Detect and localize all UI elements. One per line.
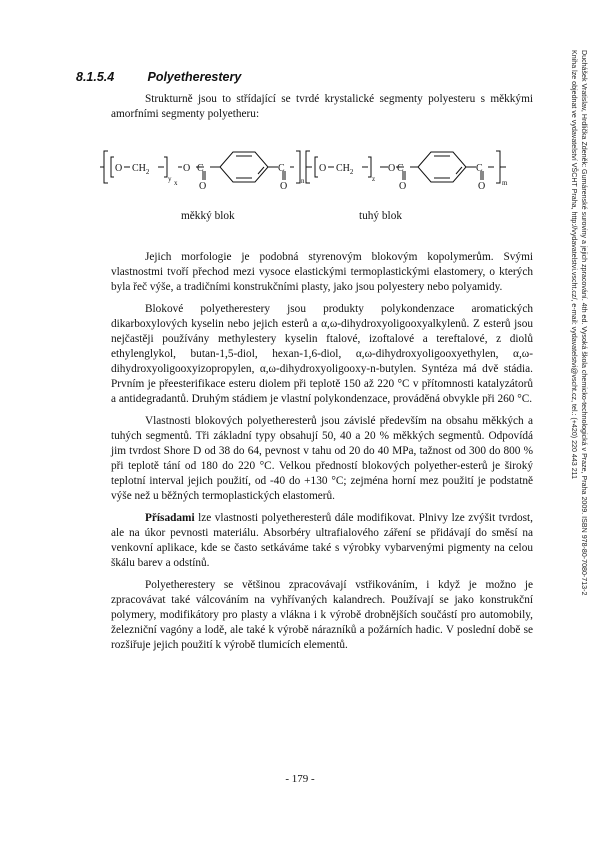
page-number: - 179 - bbox=[285, 773, 315, 785]
sidebar-citation bbox=[560, 50, 590, 670]
paragraph-morphology: Jejich morfologie je podobná styrenovým blokovým kopolymerům. Svými vlastnostmi tvoří přechod mezi vysoce elastickými termoplastickými elastomery, o kterých byla řeč výše, a tradičními konstrukčními plasty, jako jsou polyestery nebo polyamidy. bbox=[111, 251, 533, 293]
formula-ch2-1: $CH_2$ bbox=[132, 163, 150, 176]
formula-o8: O bbox=[478, 181, 486, 192]
structural-formula bbox=[100, 143, 540, 213]
formula-o3: O bbox=[199, 181, 207, 192]
formula-c1: C bbox=[197, 163, 204, 174]
formula-o1: O bbox=[115, 163, 123, 174]
paragraph-synthesis: Blokové polyetherestery jsou produkty polykondenzace aromatických dikarboxylových kyselin nebo jejich esterů a α,ω-dihydroxyoligooxyalkylenů. Z esterů jsou nejčastěji používány methylestery kyselin ftalové, izoftalové a tereftalové, z diolů ethylenglykol, butan-1,5-diol, hexan-1,6-diol, α,ω-dihydroxyoligooxyethylen, α,ω-dihydroxyoligooxyizopropylen, α,ω-dihydroxyoligooxy-n-butylen. Syntéza má dvě stádia. Prvním je přeesterifikace esteru diolem při teplotě 150 až 220 °C v přítomnosti katalyzátorů a antidegradantů. Druhým stádiem je vlastní polykondenzace, prováděná obvykle při 260 °C. bbox=[111, 303, 533, 405]
section-number: 8.1.5.4 bbox=[76, 70, 115, 84]
formula-c4: C bbox=[476, 163, 483, 174]
additives-bold-term: Přísadami bbox=[145, 512, 195, 524]
paragraph-properties: Vlastnosti blokových polyetheresterů jsou závislé především na obsahu měkkých a tuhých segmentů. Tři základní typy obsahují 50, 40 a 20 % měkkých segmentů. Odpovídá jim tvrdost Shore D od 38 do 64, pevnost v tahu od 20 do 40 MPa, tažnost od 300 do 800 % při teplotě tání od 180 do 220 °C. Velkou předností blokových polyether-esterů je široký teplotní interval jejich použití, od -40 do +130 °C; zejména horní mez použití je podstatně výše než u běžných termoplastických elastomerů. bbox=[111, 415, 533, 502]
formula-n: n bbox=[301, 177, 305, 185]
formula-z: z bbox=[372, 175, 376, 183]
paragraph-processing: Polyetherestery se většinou zpracovávají vstřikováním, i když je možno je zpracovávat také válcováním na vyhřívaných kalandrech. Používají se jako konstrukční polymery, modifikátory pro plasty a vlákna i k výrobě drobnějších součástí pro automobily, železniční vagóny a lodě, ale také k výrobě nárazníků a požárních hadic. V poslední době se rozšiřuje jejich použití k výrobě tlumicích elementů. bbox=[111, 579, 533, 651]
citation-line-1: Duchášek Vratislav, Hrdlička Zdeněk: Gumárenské suroviny a jejich zpracování. 4th ed. Vysoká škola chemicko-technologická v Praze, Praha 2009. ISBN 978-80-7080-713-2 bbox=[580, 50, 588, 596]
formula-o4: O bbox=[280, 181, 288, 192]
formula-m: m bbox=[502, 179, 508, 187]
section-heading bbox=[76, 70, 241, 84]
intro-paragraph: Strukturně jsou to střídající se tvrdé krystalické segmenty polyesteru s měkkými amorfními segmenty polyetheru: bbox=[111, 93, 533, 120]
formula-ch2-2: $CH_2$ bbox=[336, 163, 354, 176]
caption-soft-block: měkký blok bbox=[181, 210, 235, 222]
caption-hard-block: tuhý blok bbox=[359, 210, 402, 222]
formula-o6: O bbox=[388, 163, 396, 174]
formula-c2: C bbox=[278, 163, 285, 174]
formula-y: y bbox=[168, 175, 172, 183]
formula-o2: O bbox=[183, 163, 191, 174]
paragraph-additives bbox=[111, 511, 533, 571]
formula-o7: O bbox=[399, 181, 407, 192]
additives-text: lze vlastnosti polyetheresterů dále modifikovat. Plnivy lze zvýšit tvrdost, ale na úkor pevnosti materiálu. Absorbéry ultrafialového záření se přidávají do směsí na venkovní aplikace, kde se často setkáváme také s výrobky vybarvenými pigmenty na celou škálu barev a odstínů. bbox=[111, 512, 533, 569]
formula-o5: O bbox=[319, 163, 327, 174]
formula-c3: C bbox=[397, 163, 404, 174]
section-title: Polyetherestery bbox=[147, 70, 242, 84]
body-text bbox=[111, 250, 533, 660]
formula-x: x bbox=[174, 179, 178, 187]
citation-line-2: Kniha lze objednat ve vydavatelství VŠCHT Praha, http://vydavatelstvi.vscht.cz/, e-mail: vydavatelstvi@vscht.cz, tel.: (+420) 220 443 211 bbox=[570, 50, 578, 480]
